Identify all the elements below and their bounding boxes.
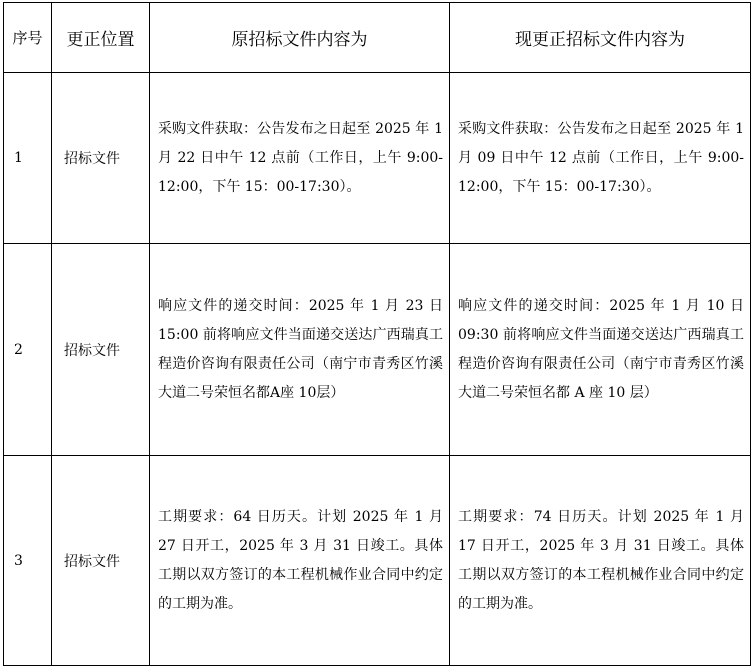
row-original: 响应文件的递交时间：2025 年 1 月 23 日 15:00 前将响应文件当面递交送达广西瑞真工程造价咨询有限责任公司（南宁市青秀区竹溪大道二号荣恒名都A座 10层） <box>150 244 450 456</box>
row-corrected: 响应文件的递交时间：2025 年 1 月 10 日 09:30 前将响应文件当面递交送达广西瑞真工程造价咨询有限责任公司（南宁市青秀区竹溪大道二号荣恒名都 A 座 10 层） <box>450 244 751 456</box>
table-row <box>4 456 751 666</box>
row-index: 1 <box>4 73 52 244</box>
correction-table <box>3 2 751 666</box>
header-row <box>4 3 751 73</box>
row-original: 工期要求：64 日历天。计划 2025 年 1 月 27 日开工，2025 年 3 月 31 日竣工。具体工期以双方签订的本工程机械作业合同中约定的工期为准。 <box>150 456 450 666</box>
row-index: 2 <box>4 244 52 456</box>
row-location: 招标文件 <box>52 244 150 456</box>
row-index: 3 <box>4 456 52 666</box>
header-original: 原招标文件内容为 <box>150 3 450 73</box>
header-index: 序号 <box>4 3 52 73</box>
table-row <box>4 244 751 456</box>
row-location: 招标文件 <box>52 456 150 666</box>
header-location: 更正位置 <box>52 3 150 73</box>
table-row <box>4 73 751 244</box>
row-location: 招标文件 <box>52 73 150 244</box>
row-corrected: 工期要求：74 日历天。计划 2025 年 1 月 17 日开工，2025 年 3 月 31 日竣工。具体工期以双方签订的本工程机械作业合同中约定的工期为准。 <box>450 456 751 666</box>
row-original: 采购文件获取：公告发布之日起至 2025 年 1 月 22 日中午 12 点前（工作日，上午 9:00-12:00，下午 15：00-17:30）。 <box>150 73 450 244</box>
header-corrected: 现更正招标文件内容为 <box>450 3 751 73</box>
row-corrected: 采购文件获取：公告发布之日起至 2025 年 1 月 09 日中午 12 点前（工作日，上午 9:00-12:00，下午 15：00-17:30）。 <box>450 73 751 244</box>
